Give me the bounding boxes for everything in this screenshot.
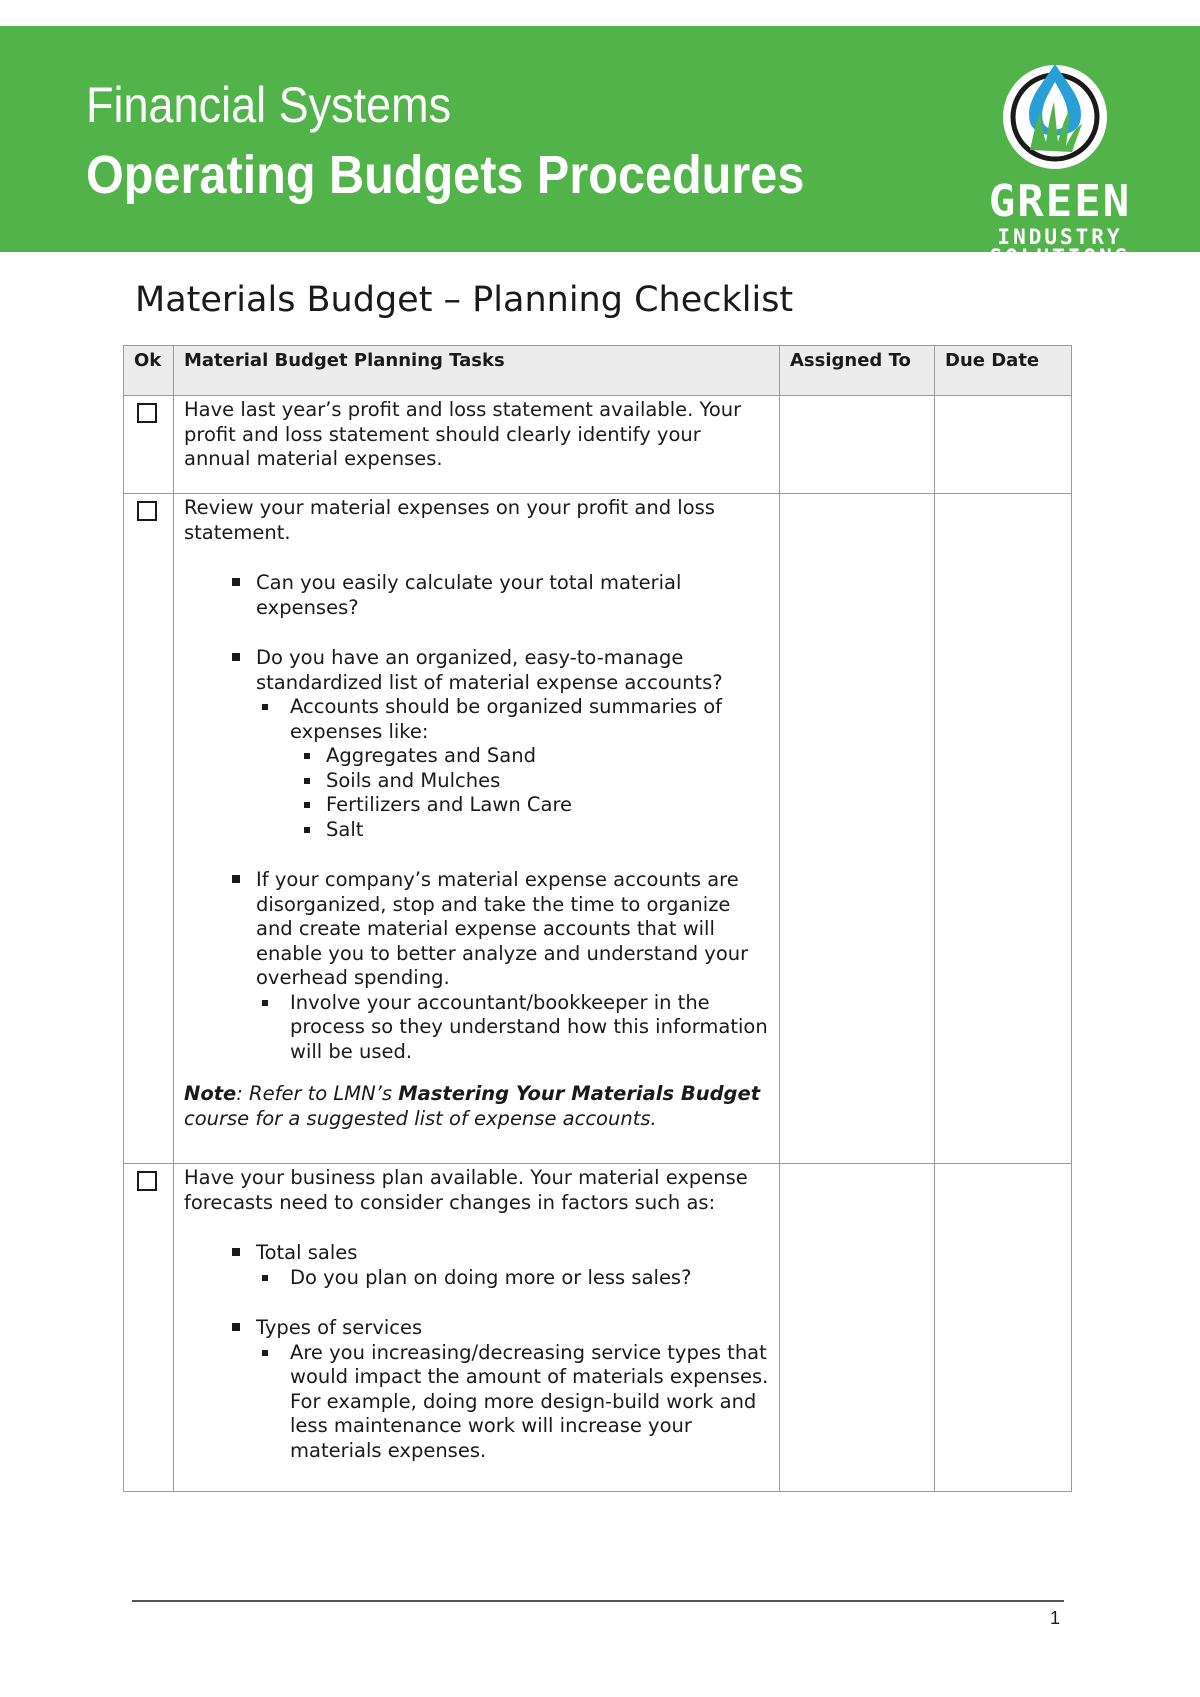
column-header-assigned: Assigned To bbox=[780, 346, 935, 396]
logo-word-industry: INDUSTRY bbox=[997, 225, 1123, 249]
checkbox-icon[interactable] bbox=[137, 403, 157, 423]
checkbox-icon[interactable] bbox=[137, 1171, 157, 1191]
list-item bbox=[232, 868, 769, 1064]
task-bullet-list bbox=[184, 1241, 769, 1463]
sub-bullet-list bbox=[256, 695, 769, 842]
list-item: Aggregates and Sand bbox=[326, 744, 769, 769]
column-header-due-date: Due Date bbox=[935, 346, 1072, 396]
bullet-text: If your company’s material expense accounts are disorganized, stop and take the time to organize and create material expense accounts that will enable you to better analyze and understand your overhead spending. bbox=[256, 868, 749, 989]
footer-divider bbox=[132, 1600, 1064, 1602]
list-item: Involve your accountant/bookkeeper in the process so they understand how this information will be used. bbox=[290, 990, 768, 1063]
logo-word-solutions: SOLUTIONS bbox=[989, 245, 1131, 269]
table-row bbox=[124, 1164, 1072, 1492]
assigned-to-cell[interactable] bbox=[780, 1164, 935, 1492]
note-label: Note bbox=[184, 1082, 237, 1105]
task-text: Have last year’s profit and loss statement available. Your profit and loss statement should clearly identify your annual material expenses. bbox=[184, 398, 742, 470]
list-item: Soils and Mulches bbox=[326, 769, 769, 794]
list-item bbox=[232, 1241, 769, 1290]
header-title-line-2: Operating Budgets Procedures bbox=[86, 145, 805, 205]
sub-bullet-list bbox=[256, 1341, 769, 1464]
document-title: Materials Budget – Planning Checklist bbox=[135, 280, 794, 320]
sub-sub-bullet-list bbox=[290, 744, 769, 842]
planning-checklist-table bbox=[123, 345, 1072, 1492]
grass-droplet-logo-icon bbox=[950, 42, 1170, 172]
bullet-text: Do you have an organized, easy-to-manage standardized list of material expense accounts? bbox=[256, 646, 723, 694]
task-cell bbox=[174, 494, 780, 1164]
ok-cell bbox=[124, 1164, 174, 1492]
list-item: Do you plan on doing more or less sales? bbox=[290, 1266, 769, 1291]
column-header-task: Material Budget Planning Tasks bbox=[174, 346, 780, 396]
task-cell bbox=[174, 1164, 780, 1492]
task-cell bbox=[174, 396, 780, 494]
task-text: Have your business plan available. Your material expense forecasts need to consider changes in factors such as: bbox=[184, 1166, 748, 1214]
note-course-name: Mastering Your Materials Budget bbox=[398, 1082, 761, 1105]
note-text-after: course for a suggested list of expense accounts. bbox=[184, 1106, 657, 1130]
list-item bbox=[232, 646, 769, 842]
list-item: Fertilizers and Lawn Care bbox=[326, 793, 769, 818]
assigned-to-cell[interactable] bbox=[780, 396, 935, 494]
assigned-to-cell[interactable] bbox=[780, 494, 935, 1164]
table-header-row bbox=[124, 346, 1072, 396]
bullet-text: Types of services bbox=[256, 1316, 423, 1339]
page-number: 1 bbox=[1049, 1608, 1060, 1628]
table-row bbox=[124, 396, 1072, 494]
company-logo bbox=[950, 42, 1170, 269]
list-item: Salt bbox=[326, 818, 769, 843]
note-text-before: : Refer to LMN’s bbox=[236, 1082, 399, 1105]
header-banner bbox=[0, 26, 1200, 269]
checkbox-icon[interactable] bbox=[137, 501, 157, 521]
list-item bbox=[290, 695, 769, 842]
task-bullet-list bbox=[184, 571, 769, 1064]
header-title-line-1: Financial Systems bbox=[86, 77, 452, 133]
logo-word-green: GREEN bbox=[988, 176, 1132, 227]
due-date-cell[interactable] bbox=[935, 494, 1072, 1164]
ok-cell bbox=[124, 494, 174, 1164]
sub-bullet-list bbox=[256, 991, 769, 1065]
due-date-cell[interactable] bbox=[935, 396, 1072, 494]
task-text: Review your material expenses on your profit and loss statement. bbox=[184, 496, 715, 544]
bullet-text: Can you easily calculate your total material expenses? bbox=[256, 571, 682, 619]
column-header-ok: Ok bbox=[124, 346, 174, 396]
ok-cell bbox=[124, 396, 174, 494]
sub-bullet-text: Accounts should be organized summaries of expenses like: bbox=[290, 695, 723, 743]
task-note bbox=[184, 1082, 769, 1131]
table-row bbox=[124, 494, 1072, 1164]
list-item bbox=[232, 571, 769, 620]
list-item: Are you increasing/decreasing service types that would impact the amount of materials expenses. For example, doing more design-build work and less maintenance work will increase your materials expenses. bbox=[290, 1340, 769, 1462]
list-item bbox=[232, 1316, 769, 1463]
bullet-text: Total sales bbox=[256, 1241, 358, 1264]
sub-bullet-list bbox=[256, 1266, 769, 1291]
due-date-cell[interactable] bbox=[935, 1164, 1072, 1492]
